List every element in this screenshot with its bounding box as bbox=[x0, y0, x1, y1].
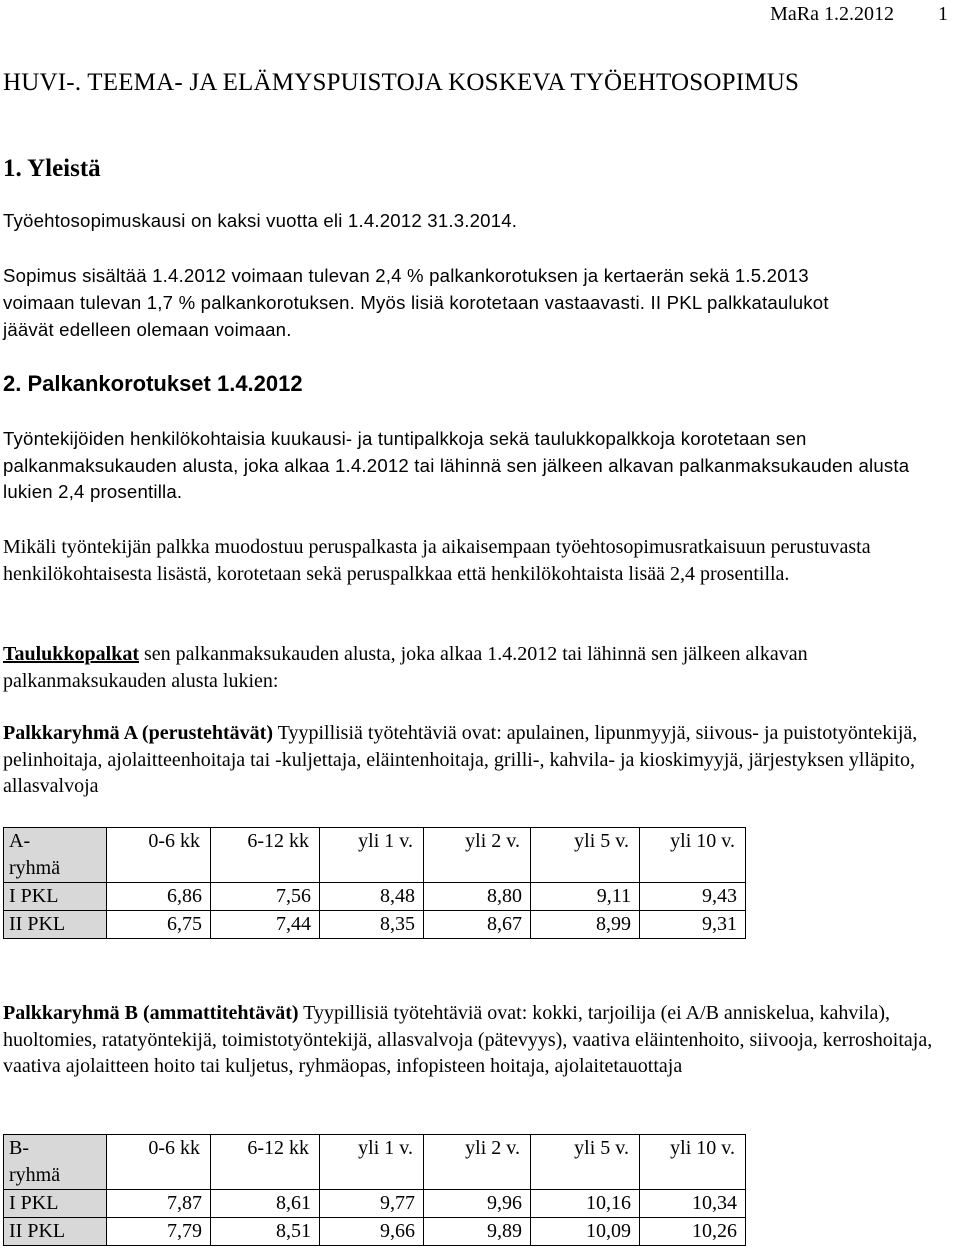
group-b-description bbox=[3, 1000, 958, 1080]
row-label: I PKL bbox=[4, 883, 107, 911]
row-label: I PKL bbox=[4, 1190, 107, 1218]
table-cell: 9,96 bbox=[424, 1190, 531, 1218]
group-a-description bbox=[3, 720, 958, 800]
table-row bbox=[4, 883, 746, 911]
table-cell: 9,77 bbox=[320, 1190, 424, 1218]
table-cell: 10,09 bbox=[531, 1218, 640, 1246]
table-corner-label: B- ryhmä bbox=[4, 1135, 107, 1190]
document-title: HUVI-. TEEMA- JA ELÄMYSPUISTOJA KOSKEVA TYÖEHTOSOPIMUS bbox=[3, 69, 800, 96]
section-2-paragraph-3 bbox=[3, 641, 958, 694]
table-cell: 8,48 bbox=[320, 883, 424, 911]
group-b-text: Tyypillisiä työtehtäviä ovat: kokki, tarjoilija (ei A/B anniskelua, kahvila), huoltomies, ratatyöntekijä, toimistotyöntekijä, allasvalvoja (pätevyys), vaativa eläintenhoito, siivooja, kerroshoitaja, vaativa ajolaitteen hoito tai kuljetus, ryhmäopas, infopisteen hoitaja, ajolaitetauottaja bbox=[3, 1002, 933, 1077]
page-header bbox=[770, 2, 948, 26]
table-cell: 6,75 bbox=[107, 911, 211, 939]
column-header: yli 10 v. bbox=[640, 828, 746, 883]
table-cell: 10,34 bbox=[640, 1190, 746, 1218]
group-a-heading: Palkkaryhmä A (perustehtävät) bbox=[3, 722, 273, 744]
column-header: 6-12 kk bbox=[211, 828, 320, 883]
table-cell: 7,87 bbox=[107, 1190, 211, 1218]
column-header: 6-12 kk bbox=[211, 1135, 320, 1190]
table-cell: 8,67 bbox=[424, 911, 531, 939]
taulukkopalkat-label: Taulukkopalkat bbox=[3, 643, 140, 665]
table-header-row bbox=[4, 828, 746, 883]
section-2-heading: 2. Palkankorotukset 1.4.2012 bbox=[3, 371, 303, 396]
column-header: yli 2 v. bbox=[424, 828, 531, 883]
table-cell: 7,56 bbox=[211, 883, 320, 911]
table-cell: 8,35 bbox=[320, 911, 424, 939]
section-2-paragraph-1: Työntekijöiden henkilökohtaisia kuukausi- ja tuntipalkkoja sekä taulukkopalkkoja korotetaan sen palkanmaksukauden alusta, joka alkaa 1.4.2012 tai lähinnä sen jälkeen alkavan palkanmaksukauden alusta lukien 2,4 prosentilla. bbox=[3, 428, 910, 502]
table-header-row bbox=[4, 1135, 746, 1190]
column-header: yli 5 v. bbox=[531, 1135, 640, 1190]
table-cell: 7,79 bbox=[107, 1218, 211, 1246]
section-2-paragraph-3-text: sen palkanmaksukauden alusta, joka alkaa 1.4.2012 tai lähinnä sen jälkeen alkavan palkanmaksukauden alusta lukien: bbox=[3, 643, 808, 692]
table-row bbox=[4, 1190, 746, 1218]
table-cell: 7,44 bbox=[211, 911, 320, 939]
section-1-paragraph-2 bbox=[3, 262, 958, 343]
table-cell: 8,51 bbox=[211, 1218, 320, 1246]
column-header: 0-6 kk bbox=[107, 1135, 211, 1190]
section-1-paragraph-2-line-3: jäävät edelleen olemaan voimaan. bbox=[3, 319, 292, 340]
table-cell: 8,80 bbox=[424, 883, 531, 911]
group-a-pay-table bbox=[3, 827, 746, 939]
table-cell: 8,61 bbox=[211, 1190, 320, 1218]
table-cell: 9,66 bbox=[320, 1218, 424, 1246]
table-cell: 9,31 bbox=[640, 911, 746, 939]
section-1-paragraph-1: Työehtosopimuskausi on kaksi vuotta eli 1.4.2012 31.3.2014. bbox=[3, 210, 518, 231]
table-corner-label: A- ryhmä bbox=[4, 828, 107, 883]
table-cell: 9,11 bbox=[531, 883, 640, 911]
table-cell: 10,16 bbox=[531, 1190, 640, 1218]
column-header: yli 2 v. bbox=[424, 1135, 531, 1190]
table-row bbox=[4, 911, 746, 939]
table-cell: 9,43 bbox=[640, 883, 746, 911]
column-header: yli 1 v. bbox=[320, 1135, 424, 1190]
section-1-heading: 1. Yleistä bbox=[3, 155, 101, 182]
header-date: MaRa 1.2.2012 bbox=[770, 3, 894, 25]
table-cell: 10,26 bbox=[640, 1218, 746, 1246]
column-header: 0-6 kk bbox=[107, 828, 211, 883]
table-cell: 9,89 bbox=[424, 1218, 531, 1246]
column-header: yli 1 v. bbox=[320, 828, 424, 883]
table-row bbox=[4, 1218, 746, 1246]
table-cell: 6,86 bbox=[107, 883, 211, 911]
column-header: yli 10 v. bbox=[640, 1135, 746, 1190]
section-1-paragraph-2-line-2: voimaan tulevan 1,7 % palkankorotuksen. Myös lisiä korotetaan vastaavasti. II PKL palkkataulukot bbox=[3, 292, 829, 313]
group-a-text: Tyypillisiä työtehtäviä ovat: apulainen, lipunmyyjä, siivous- ja puistotyöntekijä, pelinhoitaja, ajolaitteenhoitaja tai -kuljettaja, eläintenhoitaja, grilli-, kahvila- ja kioskimyyjä, järjestyksen ylläpito, allasvalvoja bbox=[3, 722, 918, 797]
section-2-paragraph-2: Mikäli työntekijän palkka muodostuu peruspalkasta ja aikaisempaan työehtosopimusratkaisuun perustuvasta henkilökohtaisesta lisästä, korotetaan sekä peruspalkkaa että henkilökohtaista lisää 2,4 prosentilla. bbox=[3, 536, 871, 585]
column-header: yli 5 v. bbox=[531, 828, 640, 883]
row-label: II PKL bbox=[4, 911, 107, 939]
row-label: II PKL bbox=[4, 1218, 107, 1246]
section-1-paragraph-2-line-1: Sopimus sisältää 1.4.2012 voimaan tulevan 2,4 % palkankorotuksen ja kertaerän sekä 1.5.2013 bbox=[3, 265, 809, 286]
page-number: 1 bbox=[938, 3, 948, 25]
group-b-pay-table bbox=[3, 1134, 746, 1246]
table-cell: 8,99 bbox=[531, 911, 640, 939]
group-b-heading: Palkkaryhmä B (ammattitehtävät) bbox=[3, 1002, 299, 1024]
